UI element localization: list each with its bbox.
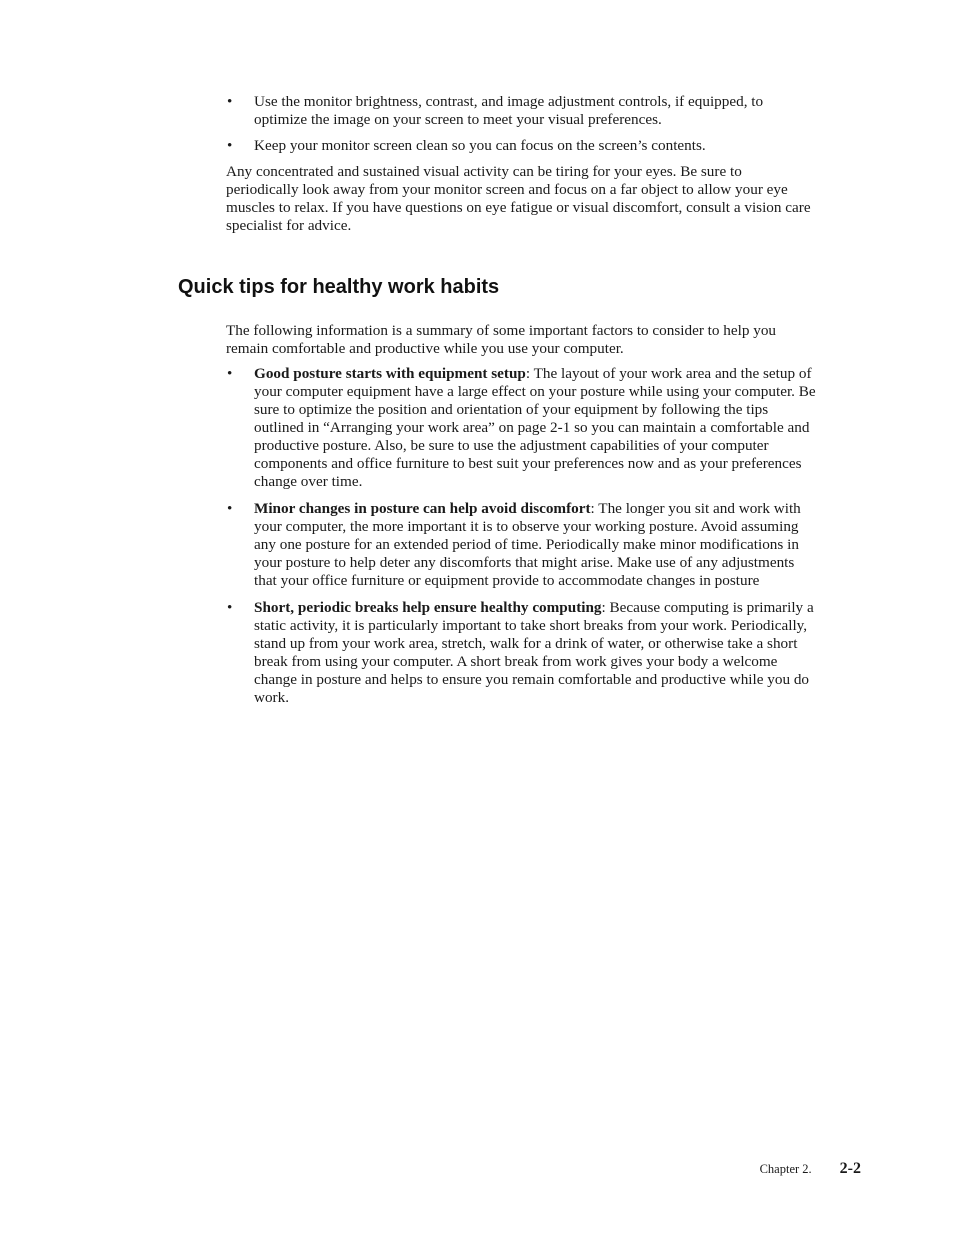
intro-bullet-list (226, 93, 816, 155)
bullet-text: Keep your monitor screen clean so you can focus on the screen’s contents. (254, 137, 706, 154)
section-summary: The following information is a summary of some important factors to consider to help you remain comfortable and productive while you use your computer. (226, 322, 777, 357)
list-item (226, 137, 816, 155)
bullet-glyph: • (227, 365, 233, 382)
tip-lead: Short, periodic breaks help ensure healthy computing (254, 599, 602, 616)
bullet-glyph: • (227, 599, 233, 616)
list-item (226, 500, 816, 590)
list-item (226, 93, 816, 129)
intro-paragraph: Any concentrated and sustained visual activity can be tiring for your eyes. Be sure to periodically look away from your monitor screen and focus on a far object to allow your eye muscles to relax. If you have questions on eye fatigue or visual discomfort, consult a vision care specialist for advice. (226, 163, 811, 234)
footer-chapter: Chapter 2. (759, 1162, 812, 1176)
list-item (226, 599, 816, 707)
bullet-glyph: • (227, 500, 233, 517)
page-number: 2-2 (839, 1160, 861, 1177)
tip-body: : The longer you sit and work with your computer, the more important it is to observe your working posture. Avoid assuming any one posture for an extended period of time. Periodically make minor modifications in your posture to help deter any discomforts that might arise. Make use of any adjustments that your office furniture or equipment provide to accommodate changes in posture (254, 500, 801, 589)
tip-body: : Because computing is primarily a static activity, it is particularly important to take short breaks from your work. Periodically, stand up from your work area, stretch, walk for a drink of water, or otherwise take a short break from using your computer. A short break from work gives your body a welcome change in posture and helps to ensure you remain comfortable and productive while you do work. (254, 599, 814, 706)
page-footer (760, 1160, 861, 1178)
tip-lead: Minor changes in posture can help avoid discomfort (254, 500, 591, 517)
tips-list (226, 365, 816, 707)
list-item (226, 365, 816, 491)
bullet-glyph: • (227, 137, 233, 154)
intro-block (226, 93, 816, 235)
bullet-glyph: • (227, 93, 233, 110)
tip-lead: Good posture starts with equipment setup (254, 365, 526, 382)
bullet-text: Use the monitor brightness, contrast, and image adjustment controls, if equipped, to optimize the image on your screen to meet your visual preferences. (254, 93, 764, 128)
section-body (226, 322, 816, 715)
section-heading: Quick tips for healthy work habits (178, 276, 500, 298)
tip-body: : The layout of your work area and the setup of your computer equipment have a large effect on your posture while using your computer. Be sure to optimize the position and orientation of your equipment by following the tips outlined in “Arranging your work area” on page 2-1 so you can maintain a comfortable and productive posture. Also, be sure to use the adjustment capabilities of your computer components and office furniture to best suit your preferences now and as your preferences change over time. (254, 365, 816, 490)
